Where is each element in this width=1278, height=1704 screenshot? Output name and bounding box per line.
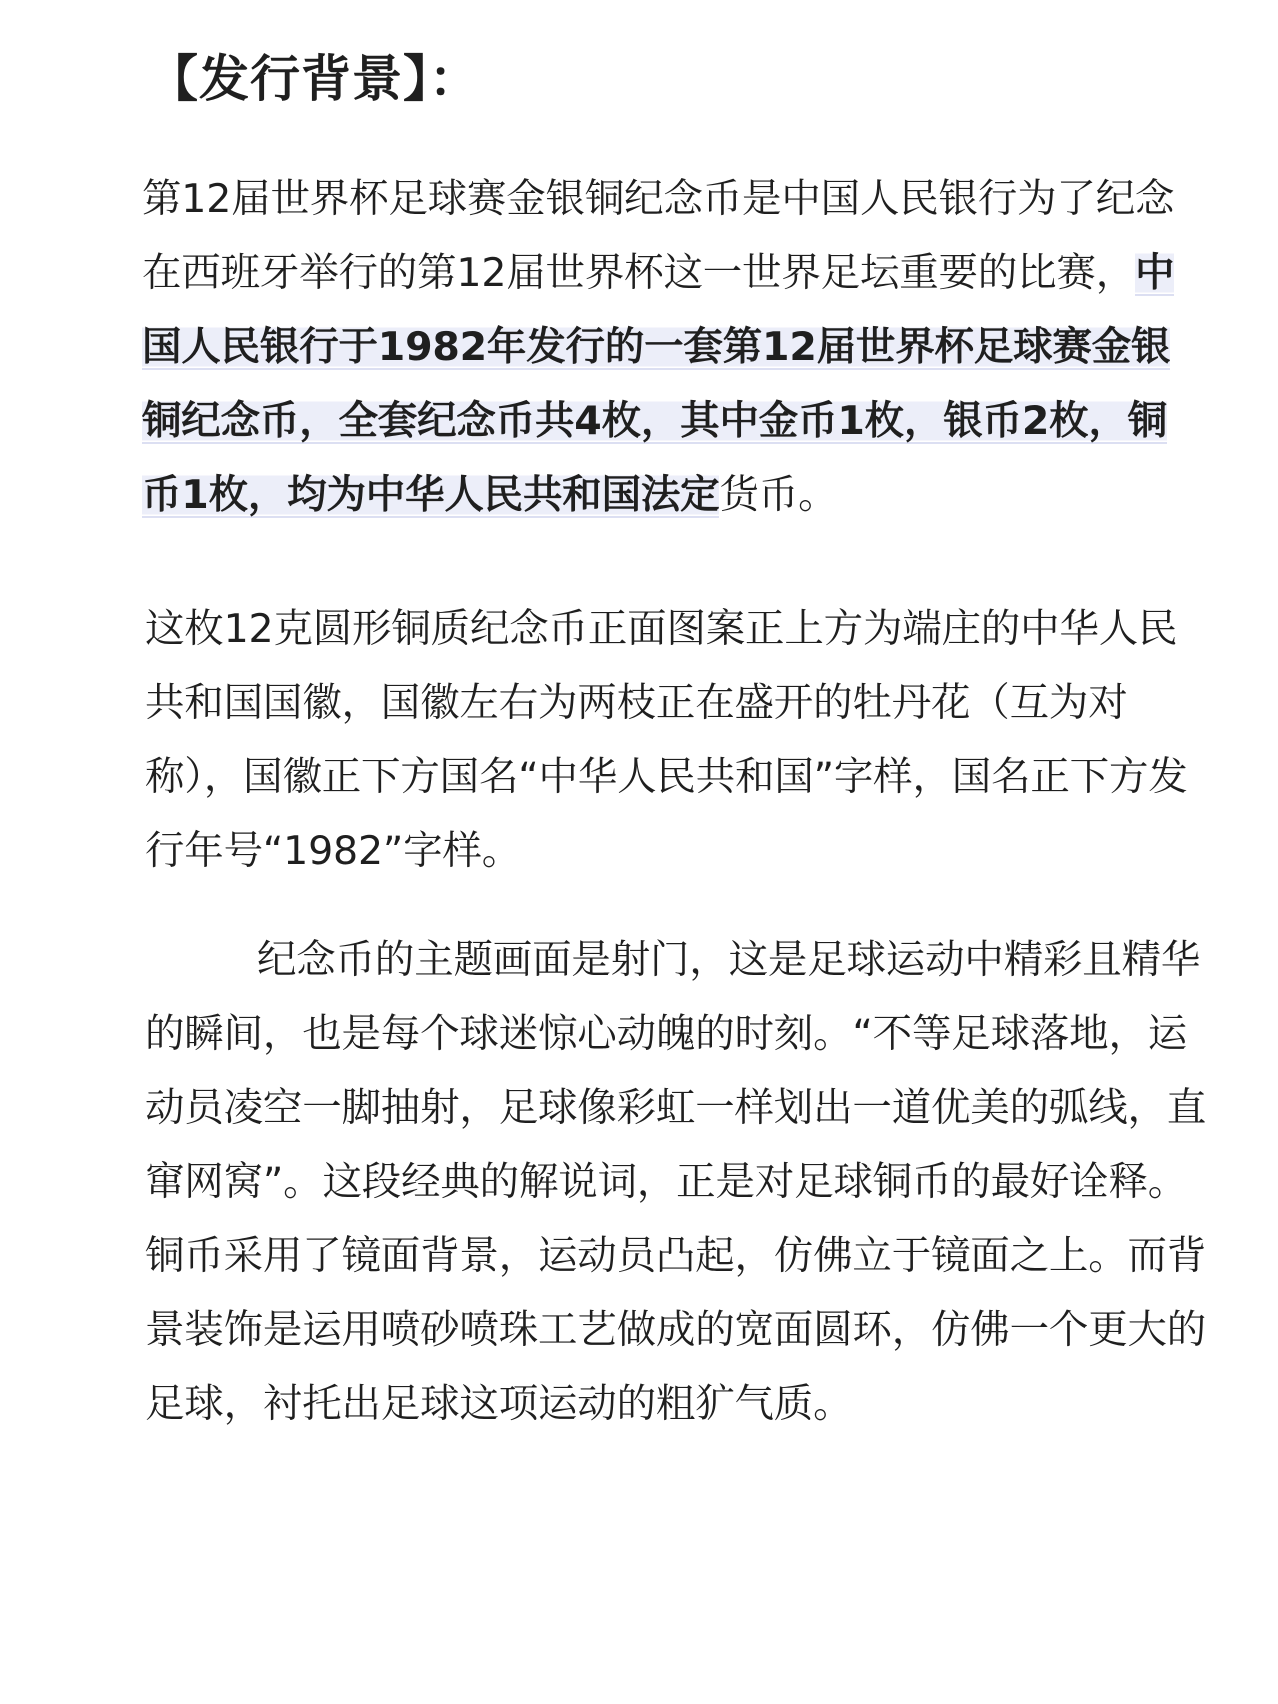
section-heading: 【发行背景】： [148,50,480,108]
theme-description-paragraph [145,923,1210,1441]
theme-description-text: 纪念币的主题画面是射门，这是足球运动中精彩且精华的瞬间，也是每个球迷惊心动魄的时刻。“不等足球落地，运动员凌空一脚抽射，足球像彩虹一样划出一道优美的弧线，直窜网窝”。这段经典的解说词，正是对足球铜币的最好诠释。铜币采用了镜面背景，运动员凸起，仿佛立于镜面之上。而背景装饰是运用喷砂喷珠工艺做成的宽面圆环，仿佛一个更大的足球，衬托出足球这项运动的粗犷气质。 [145,937,1207,1427]
obverse-description-paragraph: 这枚12克圆形铜质纪念币正面图案正上方为端庄的中华人民共和国国徽，国徽左右为两枝正在盛开的牡丹花（互为对称），国徽正下方国名“中华人民共和国”字样，国名正下方发行年号“1982”字样。 [145,606,1188,874]
background-paragraph [142,162,1202,572]
highlighted-text: 中国人民银行于1982年发行的一套第12届世界杯足球赛金银铜纪念币，全套纪念币共4枚，其中金币1枚，银币2枚，铜币1枚，均为中华人民共和国法定 [142,250,1175,518]
paragraph-lead-text: 第12届世界杯足球赛金银铜纪念币是中国人民银行为了纪念在西班牙举行的第12届世界杯这一世界足坛重要的比赛， [142,176,1175,296]
paragraph-tail-text: 货币。 [719,472,838,518]
